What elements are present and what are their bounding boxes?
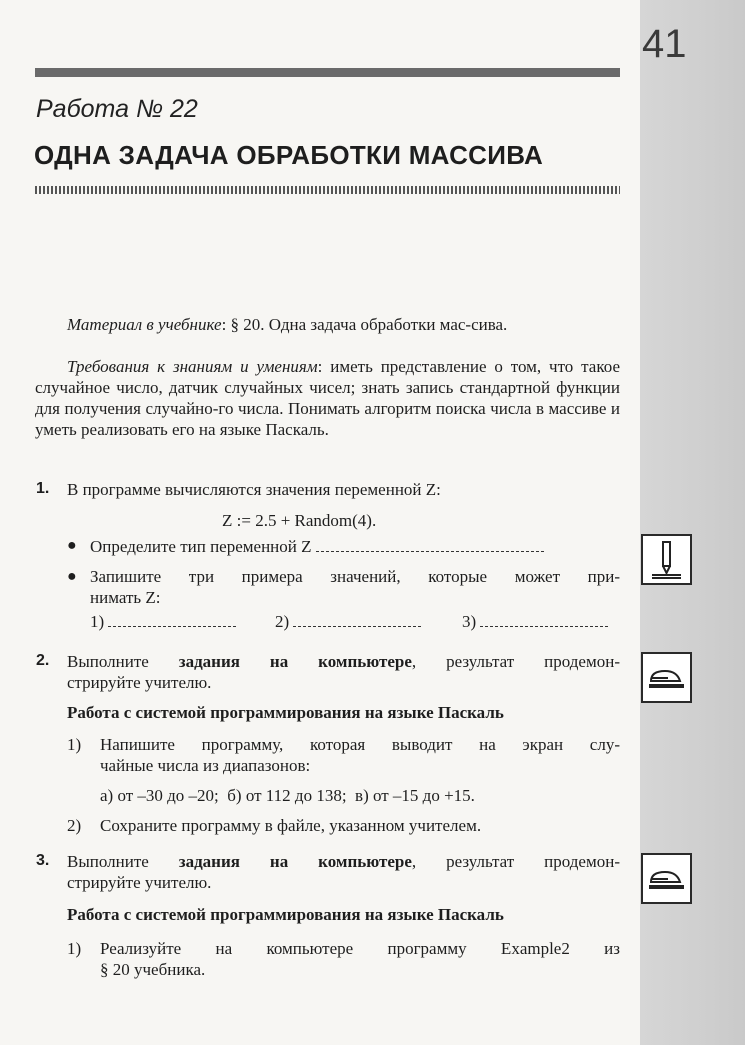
material-paragraph — [35, 314, 620, 335]
task2-item1-line1: Напишите программу, которая выводит на экран слу- — [100, 735, 620, 754]
work-title: ОДНА ЗАДАЧА ОБРАБОТКИ МАССИВА — [34, 140, 544, 170]
answer-blank-2[interactable] — [293, 613, 421, 627]
answer-blank-3[interactable] — [480, 613, 608, 627]
task2-ranges: а) от –30 до –20; б) от 112 до 138; в) от –15 до +15. — [100, 786, 475, 805]
task3-subheading: Работа с системой программирования на языке Паскаль — [67, 905, 504, 924]
pen-write-icon — [641, 534, 692, 585]
top-rule — [35, 68, 620, 77]
requirements-paragraph — [35, 356, 620, 440]
task1-bullet2-line2: нимать Z: — [90, 588, 161, 607]
answer-blank-1[interactable] — [108, 613, 236, 627]
task1-number: 1. — [36, 480, 50, 497]
task3-item1-number: 1) — [67, 939, 82, 958]
answer-1: 1) — [90, 611, 236, 632]
task2-item1-line2: чайные числа из диапазонов: — [100, 756, 311, 775]
task3-number: 3. — [36, 852, 50, 869]
task2-line1: Выполните задания на компьютере, результат продемон- — [67, 652, 620, 671]
answer-3: 3) — [462, 611, 608, 632]
task2-item1-number: 1) — [67, 735, 82, 754]
answer-2: 2) — [275, 611, 421, 632]
bullet-dot: ● — [67, 537, 77, 554]
task3-line1: Выполните задания на компьютере, результат продемон- — [67, 852, 620, 871]
mouse-computer-icon — [641, 853, 692, 904]
answer-blank-type[interactable] — [316, 538, 544, 552]
requirements-label: Требования к знаниям и умениям — [67, 357, 318, 376]
task2-number: 2. — [36, 652, 50, 669]
page-number: 41 — [642, 22, 687, 66]
task1-text: В программе вычисляются значения переменной Z: — [67, 480, 441, 499]
task1-bullet1: Определите тип переменной Z — [90, 536, 544, 557]
task3-item1-line2: § 20 учебника. — [100, 960, 206, 979]
material-label: Материал в учебнике — [67, 315, 222, 334]
task3-item1-line1: Реализуйте на компьютере программу Example2 из — [100, 939, 620, 958]
task2-line2: стрируйте учителю. — [67, 673, 212, 692]
material-text: : § 20. Одна задача обработки мас-сива. — [221, 315, 508, 334]
title-divider — [35, 186, 620, 194]
requirements-text: : иметь представление о том, что такое случайное число, датчик случайных чисел; знать запись стандартной функции для получения случайно-го числа. Понимать алгоритм поиска числа в массиве и уметь реализовать его на языке Паскаль. — [35, 357, 620, 439]
task1-bullet2-line1: Запишите три примера значений, которые может при- — [90, 567, 620, 586]
work-label: Работа № 22 — [36, 95, 198, 123]
task2-subheading: Работа с системой программирования на языке Паскаль — [67, 703, 504, 722]
task2-item2-text: Сохраните программу в файле, указанном учителем. — [100, 816, 482, 835]
bullet-dot: ● — [67, 568, 77, 585]
task1-formula: Z := 2.5 + Random(4). — [222, 511, 377, 530]
task3-line2: стрируйте учителю. — [67, 873, 212, 892]
mouse-computer-icon — [641, 652, 692, 703]
task2-item2-number: 2) — [67, 816, 82, 835]
